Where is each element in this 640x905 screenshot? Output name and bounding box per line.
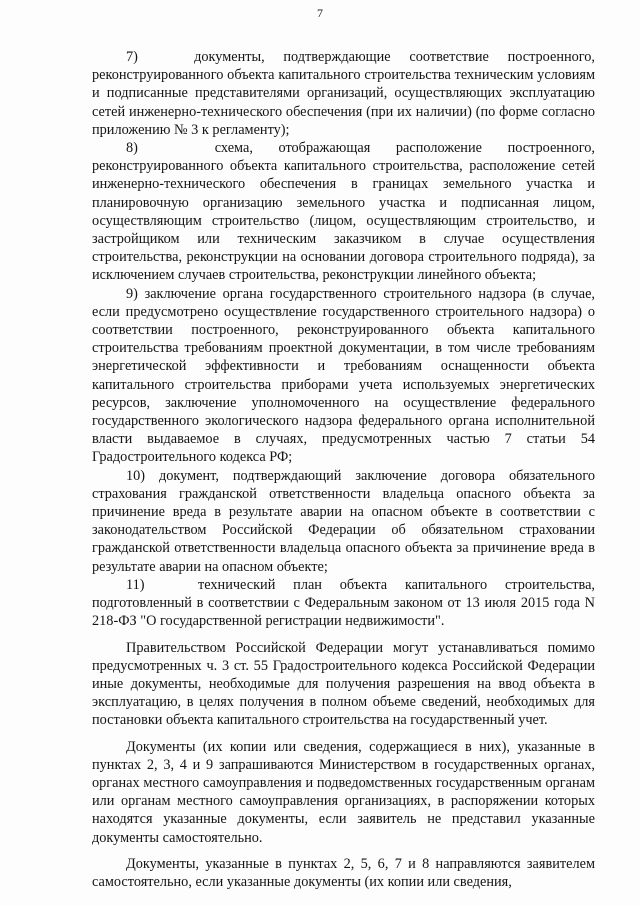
page-number: 7 — [317, 6, 323, 20]
paragraph-ministry-requests: Документы (их копии или сведения, содержащиеся в них), указанные в пунктах 2, 3, 4 и 9 запрашиваются Министерством в государственных органах, органах местного самоуправления и подведомственных государственным органам или органам местного самоуправления организациях, в распоряжении которых находятся указанные документы, если заявитель не представил указанные документы самостоятельно. — [92, 738, 595, 846]
paragraph-government-documents: Правительством Российской Федерации могут устанавливаться помимо предусмотренных ч. 3 ст. 55 Градостроительного кодекса Российской Федерации иные документы, необходимые для получения разрешения на ввод объекта в эксплуатацию, в целях получения в полном объеме сведений, необходимых для постановки объекта капитального строительства на государственный учет. — [92, 639, 595, 729]
paragraph-item-10: 10) документ, подтверждающий заключение договора обязательного страхования гражданской ответственности владельца опасного объекта за причинение вреда в результате аварии на опасном объекте в соответствии с законодательством Российской Федерации об обязательном страховании гражданской ответственности владельца опасного объекта за причинение вреда в результате аварии на опасном объекте; — [92, 467, 595, 575]
paragraph-item-11: 11) технический план объекта капитального строительства, подготовленный в соответствии с Федеральным законом от 13 июля 2015 года N 218-ФЗ "О государственной регистрации недвижимости". — [92, 576, 595, 630]
paragraph-item-7: 7) документы, подтверждающие соответствие построенного, реконструированного объекта капитального строительства техническим условиям и подписанные представителями организаций, осуществляющих эксплуатацию сетей инженерно-технического обеспечения (при их наличии) (по форме согласно приложению № 3 к регламенту); — [92, 49, 595, 138]
paragraph-item-9: 9) заключение органа государственного строительного надзора (в случае, если предусмотрено осуществление государственного строительного надзора) о соответствии построенного, реконструированного объекта капитального строительства требованиям проектной документации, в том числе требованиям энергетической эффективности и требованиям оснащенности объекта капитального строительства приборами учета используемых энергетических ресурсов, заключение уполномоченного на осуществление федерального государственного экологического надзора федерального органа исполнительной власти выдаваемое в случаях, предусмотренных частью 7 статьи 54 Градостроительного кодекса РФ; — [92, 285, 595, 466]
paragraph-item-8: 8) схема, отображающая расположение построенного, реконструированного объекта капитального строительства, расположение сетей инженерно-технического обеспечения в границах земельного участка и планировочную организацию земельного участка и подписанная лицом, осуществляющим строительство (лицом, осуществляющим строительство, и застройщиком или техническим заказчиком в случае осуществления строительства, реконструкции на основании договора строительного подряда), за исключением случаев строительства, реконструкции линейного объекта; — [92, 140, 595, 284]
document-body — [92, 48, 595, 891]
paragraph-applicant-documents: Документы, указанные в пунктах 2, 5, 6, 7 и 8 направляются заявителем самостоятельно, если указанные документы (их копии или сведения, — [92, 855, 595, 890]
